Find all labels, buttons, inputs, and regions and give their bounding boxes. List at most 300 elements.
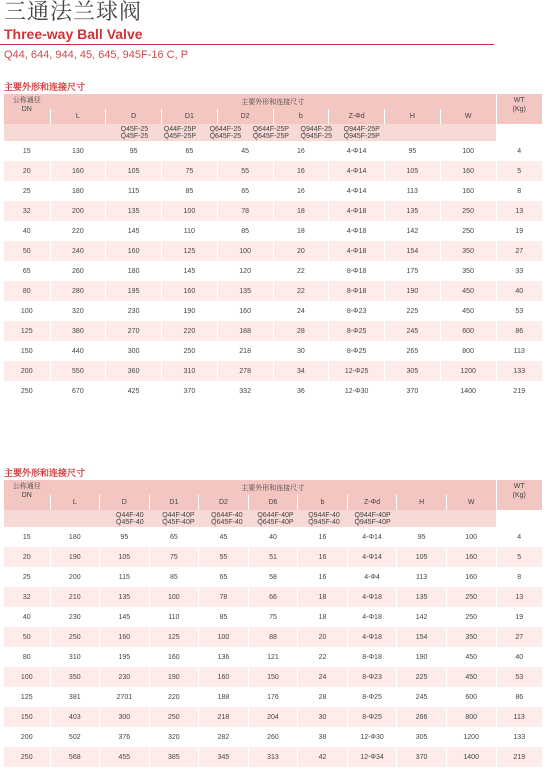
table-cell: 280 (50, 281, 106, 301)
wt-header: WT (Kg) (496, 480, 542, 510)
table-cell: 376 (100, 727, 150, 747)
table-cell: 240 (50, 241, 106, 261)
table-cell: 105 (106, 161, 162, 181)
table-cell: 230 (106, 301, 162, 321)
table-cell: 250 (50, 627, 100, 647)
model-blank (4, 124, 50, 141)
table-cell: 180 (50, 527, 100, 547)
table-cell: 278 (217, 361, 273, 381)
table-cell: 38 (298, 727, 348, 747)
table-row (4, 607, 542, 627)
table-cell: 450 (440, 301, 496, 321)
table-cell: 300 (106, 341, 162, 361)
table-cell: 105 (397, 547, 447, 567)
table-cell: 85 (162, 181, 218, 201)
table-cell: 12-Φ30 (329, 381, 385, 401)
table-cell: 160 (199, 667, 249, 687)
table-cell: 2701 (100, 687, 150, 707)
table-cell: 100 (440, 141, 496, 161)
table-cell: 95 (106, 141, 162, 161)
table-cell: 200 (50, 567, 100, 587)
table-cell: 40 (496, 647, 542, 667)
table-cell: 113 (397, 567, 447, 587)
model-blank (4, 510, 50, 527)
table-cell: 265 (385, 341, 441, 361)
table-cell: 8-Φ23 (347, 667, 397, 687)
table-cell: 130 (50, 141, 106, 161)
table-cell: 250 (4, 381, 50, 401)
table-cell: 190 (162, 301, 218, 321)
table-cell: 100 (149, 587, 199, 607)
column-header: D (106, 109, 162, 124)
table-row (4, 587, 542, 607)
table-row (4, 747, 542, 767)
header-group-row (4, 480, 542, 495)
table-cell: 12-Φ25 (329, 361, 385, 381)
table-cell: 568 (50, 747, 100, 767)
table-cell: 27 (496, 241, 542, 261)
table-cell: 245 (385, 321, 441, 341)
table-row (4, 181, 542, 201)
table-cell: 600 (446, 687, 496, 707)
table-cell: 15 (4, 527, 50, 547)
model-code: Q644F-25 Q645F-25 (209, 125, 242, 140)
table-cell: 100 (446, 527, 496, 547)
model-code: Q944F-40P Q945F-40P (354, 511, 391, 526)
table-cell: 600 (440, 321, 496, 341)
table-cell: 113 (385, 181, 441, 201)
table-cell: 16 (298, 547, 348, 567)
table-cell: 4 (496, 141, 542, 161)
table-cell: 113 (496, 707, 542, 727)
table-cell: 350 (440, 261, 496, 281)
table-cell: 100 (4, 301, 50, 321)
table-cell: 95 (397, 527, 447, 547)
table-cell: 8-Φ18 (329, 281, 385, 301)
table-cell: 195 (106, 281, 162, 301)
model-blank (397, 510, 447, 527)
table-cell: 135 (385, 201, 441, 221)
dn-header: 公称通径 DN (4, 480, 50, 510)
table-cell: 125 (4, 687, 50, 707)
table-cell: 133 (496, 361, 542, 381)
table-cell: 800 (446, 707, 496, 727)
table-cell: 65 (217, 181, 273, 201)
table-cell: 450 (446, 647, 496, 667)
table-row (4, 627, 542, 647)
table-cell: 24 (298, 667, 348, 687)
table-cell: 33 (496, 261, 542, 281)
table-cell: 310 (50, 647, 100, 667)
table-cell: 12-Φ30 (347, 727, 397, 747)
model-codes (100, 510, 397, 527)
table-cell: 4-Φ4 (347, 567, 397, 587)
model-code: Q644F-40 Q645F-40 (211, 511, 243, 526)
column-header-row (4, 495, 542, 510)
column-header: D1 (149, 495, 199, 510)
model-code: Q944F-40 Q945F-40 (308, 511, 340, 526)
table-cell: 350 (50, 667, 100, 687)
table-cell: 22 (273, 261, 329, 281)
table-cell: 225 (397, 667, 447, 687)
column-header-row (4, 109, 542, 124)
model-code: Q45F-25 Q45F-25 (120, 125, 149, 140)
table-cell: 250 (440, 221, 496, 241)
table-cell: 34 (273, 361, 329, 381)
table-cell: 332 (217, 381, 273, 401)
table-row (4, 281, 542, 301)
table-cell: 190 (385, 281, 441, 301)
table-cell: 18 (298, 607, 348, 627)
table-row (4, 221, 542, 241)
table-cell: 110 (162, 221, 218, 241)
table-cell: 250 (446, 587, 496, 607)
table-cell: 370 (162, 381, 218, 401)
model-codes-inner (100, 512, 397, 526)
page-title-cn: 三通法兰球阀 (4, 0, 143, 25)
table-cell: 150 (4, 341, 50, 361)
table-cell: 32 (4, 201, 50, 221)
table-cell: 8-Φ18 (329, 261, 385, 281)
table-cell: 350 (446, 627, 496, 647)
table-cell: 136 (199, 647, 249, 667)
model-blank (50, 124, 106, 141)
table-cell: 8-Φ25 (347, 707, 397, 727)
table-cell: 110 (149, 607, 199, 627)
table-cell: 204 (248, 707, 298, 727)
table-cell: 282 (199, 727, 249, 747)
table-cell: 160 (446, 567, 496, 587)
table-cell: 135 (106, 201, 162, 221)
table-cell: 8-Φ25 (329, 321, 385, 341)
table-cell: 75 (162, 161, 218, 181)
table-cell: 440 (50, 341, 106, 361)
table-cell: 24 (273, 301, 329, 321)
table-cell: 30 (273, 341, 329, 361)
table-cell: 180 (106, 261, 162, 281)
table-row (4, 361, 542, 381)
table-cell: 1200 (440, 361, 496, 381)
table-cell: 15 (4, 141, 50, 161)
table-cell: 160 (440, 161, 496, 181)
table-cell: 200 (4, 727, 50, 747)
table-cell: 85 (217, 221, 273, 241)
table-cell: 160 (440, 181, 496, 201)
table-cell: 200 (4, 361, 50, 381)
table-cell: 86 (496, 687, 542, 707)
table-cell: 220 (50, 221, 106, 241)
table-cell: 175 (385, 261, 441, 281)
table-cell: 260 (248, 727, 298, 747)
table-cell: 270 (106, 321, 162, 341)
table-cell: 305 (397, 727, 447, 747)
model-code: Q644F-40P Q645F-40P (257, 511, 294, 526)
model-code: Q44F-40 Q45F-40 (116, 511, 144, 526)
table-row (4, 687, 542, 707)
table-cell: 142 (397, 607, 447, 627)
table-cell: 55 (199, 547, 249, 567)
table-cell: 260 (50, 261, 106, 281)
table-cell: 218 (199, 707, 249, 727)
table-cell: 4-Φ14 (347, 527, 397, 547)
table-cell: 4-Φ18 (329, 241, 385, 261)
table-cell: 8-Φ18 (347, 647, 397, 667)
table-cell: 1200 (446, 727, 496, 747)
table-row (4, 201, 542, 221)
table-cell: 800 (440, 341, 496, 361)
table-cell: 22 (298, 647, 348, 667)
column-header: D2 (217, 109, 273, 124)
table-cell: 4-Φ18 (347, 607, 397, 627)
table-cell: 160 (106, 241, 162, 261)
table-cell: 65 (4, 261, 50, 281)
table-cell: 450 (446, 667, 496, 687)
table-cell: 19 (496, 221, 542, 241)
model-list: Q44, 644, 944, 45, 645, 945F-16 C, P (4, 49, 189, 61)
table-row (4, 667, 542, 687)
table-cell: 225 (385, 301, 441, 321)
table-cell: 4-Φ18 (329, 221, 385, 241)
model-code: Q44F-25P Q45F-25P (163, 125, 197, 140)
table-cell: 113 (496, 341, 542, 361)
table-cell: 25 (4, 181, 50, 201)
model-code: Q44F-40P Q45F-40P (162, 511, 195, 526)
table-cell: 188 (199, 687, 249, 707)
table-cell: 100 (217, 241, 273, 261)
column-header: Z-Φd (347, 495, 397, 510)
table-cell: 135 (397, 587, 447, 607)
table-cell: 80 (4, 281, 50, 301)
table-cell: 370 (397, 747, 447, 767)
table-cell: 12-Φ34 (347, 747, 397, 767)
table-row (4, 381, 542, 401)
table-cell: 210 (50, 587, 100, 607)
table-cell: 160 (162, 281, 218, 301)
table-row (4, 161, 542, 181)
section-title-2: 主要外形和连接尺寸 (4, 469, 86, 479)
table-cell: 313 (248, 747, 298, 767)
table-cell: 20 (298, 627, 348, 647)
table-cell: 135 (217, 281, 273, 301)
table-row (4, 321, 542, 341)
dn-header: 公称通径 DN (4, 94, 50, 124)
model-code: Q944F-25 Q945F-25 (300, 125, 333, 140)
table-cell: 53 (496, 301, 542, 321)
model-blank (440, 124, 496, 141)
column-header: W (440, 109, 496, 124)
column-header: D1 (162, 109, 218, 124)
table-cell: 18 (298, 587, 348, 607)
page-title-en: Three-way Ball Valve (4, 26, 143, 42)
table-cell: 220 (162, 321, 218, 341)
table-cell: 5 (496, 547, 542, 567)
table-cell: 145 (100, 607, 150, 627)
table-cell: 154 (385, 241, 441, 261)
table-cell: 55 (217, 161, 273, 181)
table-cell: 100 (162, 201, 218, 221)
table-cell: 380 (50, 321, 106, 341)
table-cell: 160 (100, 627, 150, 647)
table-cell: 250 (440, 201, 496, 221)
table-cell: 8 (496, 567, 542, 587)
header-group-row (4, 94, 542, 109)
table-cell: 20 (4, 161, 50, 181)
table-cell: 195 (100, 647, 150, 667)
table-cell: 190 (397, 647, 447, 667)
table-cell: 66 (248, 587, 298, 607)
table-cell: 19 (496, 607, 542, 627)
table-cell: 51 (248, 547, 298, 567)
table-cell: 310 (162, 361, 218, 381)
table-cell: 1400 (446, 747, 496, 767)
table-cell: 145 (162, 261, 218, 281)
table-cell: 4-Φ14 (329, 161, 385, 181)
table-cell: 27 (496, 627, 542, 647)
table-cell: 219 (496, 381, 542, 401)
column-header: D (100, 495, 150, 510)
spec-table-1 (4, 94, 542, 401)
model-row (4, 510, 542, 527)
column-header: H (385, 109, 441, 124)
table-row (4, 547, 542, 567)
table-cell: 75 (248, 607, 298, 627)
table-cell: 8-Φ25 (347, 687, 397, 707)
table-cell: 18 (273, 221, 329, 241)
table-cell: 125 (149, 627, 199, 647)
table-cell: 450 (440, 281, 496, 301)
table-cell: 160 (446, 547, 496, 567)
model-blank (385, 124, 441, 141)
table-cell: 220 (149, 687, 199, 707)
table-cell: 125 (162, 241, 218, 261)
table-cell: 4-Φ18 (329, 201, 385, 221)
model-codes (106, 124, 385, 141)
table-cell: 230 (50, 607, 100, 627)
table-cell: 250 (162, 341, 218, 361)
table-cell: 120 (217, 261, 273, 281)
table-cell: 502 (50, 727, 100, 747)
table-cell: 115 (106, 181, 162, 201)
table-cell: 40 (248, 527, 298, 547)
table-cell: 250 (149, 707, 199, 727)
table-cell: 20 (273, 241, 329, 261)
table-cell: 65 (162, 141, 218, 161)
table-cell: 1400 (440, 381, 496, 401)
table-cell: 40 (4, 221, 50, 241)
table-cell: 75 (149, 547, 199, 567)
table-cell: 230 (100, 667, 150, 687)
column-header: b (298, 495, 348, 510)
table-cell: 4-Φ18 (347, 587, 397, 607)
column-header: L (50, 109, 106, 124)
table-cell: 28 (298, 687, 348, 707)
table-cell: 65 (199, 567, 249, 587)
table-cell: 16 (298, 567, 348, 587)
table-cell: 86 (496, 321, 542, 341)
model-blank (446, 510, 496, 527)
table-cell: 403 (50, 707, 100, 727)
model-row (4, 124, 542, 141)
table-cell: 85 (199, 607, 249, 627)
column-header: H (397, 495, 447, 510)
table-cell: 58 (248, 567, 298, 587)
table-cell: 42 (298, 747, 348, 767)
table-cell: 115 (100, 567, 150, 587)
table-cell: 4 (496, 527, 542, 547)
table-cell: 13 (496, 587, 542, 607)
table-cell: 16 (298, 527, 348, 547)
table-cell: 78 (199, 587, 249, 607)
table-row (4, 527, 542, 547)
table-cell: 385 (149, 747, 199, 767)
table-cell: 80 (4, 647, 50, 667)
table-cell: 105 (100, 547, 150, 567)
table-cell: 100 (199, 627, 249, 647)
table-cell: 145 (106, 221, 162, 241)
group-header: 主要外形和连接尺寸 (50, 94, 496, 109)
table-row (4, 141, 542, 161)
table-cell: 8-Φ23 (329, 301, 385, 321)
table-cell: 13 (496, 201, 542, 221)
table-cell: 135 (100, 587, 150, 607)
table-cell: 8 (496, 181, 542, 201)
table-cell: 4-Φ14 (329, 141, 385, 161)
table-cell: 381 (50, 687, 100, 707)
table-cell: 350 (440, 241, 496, 261)
table-cell: 100 (4, 667, 50, 687)
table-cell: 4-Φ14 (347, 547, 397, 567)
table-cell: 16 (273, 161, 329, 181)
group-header: 主要外形和连接尺寸 (50, 480, 496, 495)
table-row (4, 567, 542, 587)
table-cell: 133 (496, 727, 542, 747)
table-row (4, 647, 542, 667)
table-cell: 190 (149, 667, 199, 687)
title-rule (0, 44, 494, 45)
table-row (4, 727, 542, 747)
table-cell: 32 (4, 587, 50, 607)
table-cell: 20 (4, 547, 50, 567)
table-cell: 219 (496, 747, 542, 767)
table-cell: 160 (217, 301, 273, 321)
table-row (4, 341, 542, 361)
table-cell: 16 (273, 141, 329, 161)
column-header: D6 (248, 495, 298, 510)
table-cell: 78 (217, 201, 273, 221)
table-cell: 670 (50, 381, 106, 401)
table-cell: 300 (100, 707, 150, 727)
table-cell: 150 (248, 667, 298, 687)
table-cell: 190 (50, 547, 100, 567)
table-cell: 250 (4, 747, 50, 767)
table-cell: 320 (149, 727, 199, 747)
column-header: L (50, 495, 100, 510)
wt-header: WT (Kg) (496, 94, 542, 124)
table-cell: 320 (50, 301, 106, 321)
column-header: Z-Φd (329, 109, 385, 124)
table-cell: 95 (100, 527, 150, 547)
table-cell: 85 (149, 567, 199, 587)
table-cell: 16 (273, 181, 329, 201)
table-cell: 88 (248, 627, 298, 647)
table-cell: 28 (273, 321, 329, 341)
table-cell: 25 (4, 567, 50, 587)
table-cell: 176 (248, 687, 298, 707)
table-cell: 4-Φ14 (329, 181, 385, 201)
table-cell: 18 (273, 201, 329, 221)
table-cell: 125 (4, 321, 50, 341)
table-cell: 550 (50, 361, 106, 381)
